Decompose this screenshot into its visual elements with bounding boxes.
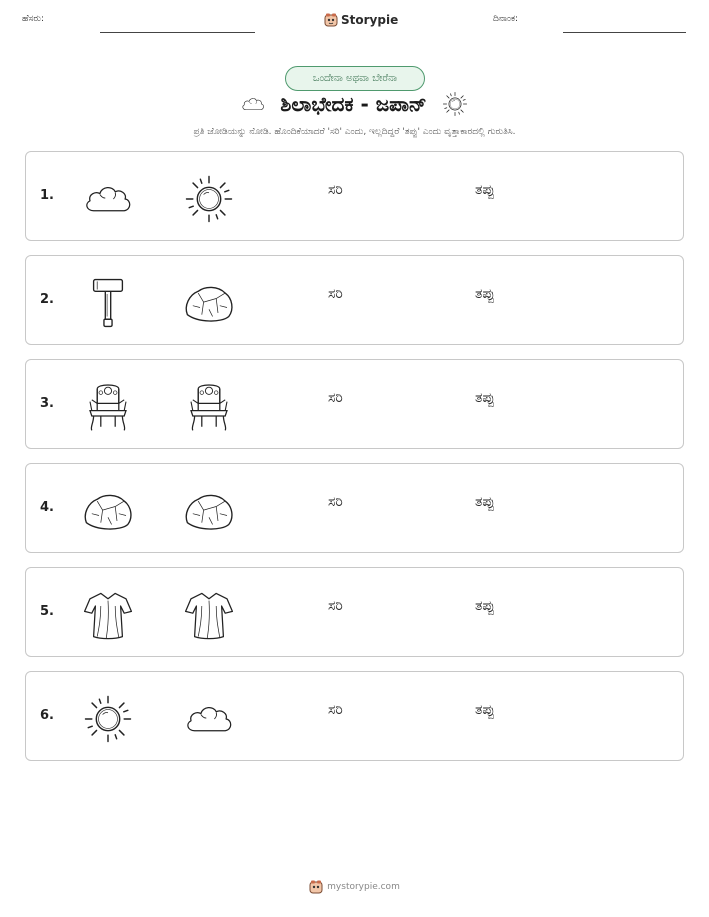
footer xyxy=(0,880,709,894)
storypie-mascot-icon xyxy=(324,13,338,27)
correct-option[interactable]: ಸರಿ xyxy=(328,494,343,510)
cloud-icon xyxy=(240,94,266,114)
title-text: ಶಿಲಾಭೇದಕ - ಜಪಾನ್ xyxy=(280,92,427,116)
wrong-option[interactable]: ತಪ್ಪು xyxy=(475,598,495,614)
worksheet-type-badge: ಒಂದೇನಾ ಅಥವಾ ಬೇರೆನಾ xyxy=(285,66,425,91)
question-card xyxy=(25,567,684,657)
date-label: ದಿನಾಂಕ: xyxy=(493,14,519,24)
question-number: 3. xyxy=(40,396,54,411)
cloud-icon xyxy=(182,692,236,746)
sun-icon xyxy=(182,172,236,226)
chair-icon xyxy=(81,380,135,434)
sun-icon xyxy=(441,90,469,118)
correct-option[interactable]: ಸರಿ xyxy=(328,286,343,302)
wrong-option[interactable]: ತಪ್ಪು xyxy=(475,182,495,198)
wrong-option[interactable]: ತಪ್ಪು xyxy=(475,390,495,406)
page-title xyxy=(0,90,709,119)
wrong-option[interactable]: ತಪ್ಪು xyxy=(475,286,495,302)
wrong-option[interactable]: ತಪ್ಪು xyxy=(475,702,495,718)
question-number: 1. xyxy=(40,188,54,203)
robe-icon xyxy=(81,588,135,642)
question-number: 4. xyxy=(40,500,54,515)
rock-icon xyxy=(182,276,236,330)
date-line[interactable] xyxy=(563,32,686,33)
cloud-icon xyxy=(81,172,135,226)
question-card xyxy=(25,463,684,553)
correct-option[interactable]: ಸರಿ xyxy=(328,598,343,614)
sun-icon xyxy=(81,692,135,746)
question-card xyxy=(25,255,684,345)
correct-option[interactable]: ಸರಿ xyxy=(328,702,343,718)
rock-icon xyxy=(81,484,135,538)
instructions: ಪ್ರತಿ ಜೋಡಿಯನ್ನು ನೋಡಿ. ಹೊಂದಿಕೆಯಾದರೆ 'ಸರಿ' ಎಂದು, ಇಲ್ಲದಿದ್ದರೆ 'ತಪ್ಪು' ಎಂದು ವೃತ್ತಾಕಾರದಲ್ಲಿ ಗುರುತಿಸಿ. xyxy=(193,127,516,137)
brand-name: Storypie xyxy=(341,13,399,27)
rock-icon xyxy=(182,484,236,538)
question-number: 5. xyxy=(40,604,54,619)
footer-url[interactable]: mystorypie.com xyxy=(327,882,400,892)
chair-icon xyxy=(182,380,236,434)
correct-option[interactable]: ಸರಿ xyxy=(328,390,343,406)
question-card xyxy=(25,671,684,761)
brand-logo xyxy=(324,13,398,27)
question-number: 6. xyxy=(40,708,54,723)
robe-icon xyxy=(182,588,236,642)
question-number: 2. xyxy=(40,292,54,307)
question-card xyxy=(25,359,684,449)
storypie-mascot-icon xyxy=(309,880,323,894)
correct-option[interactable]: ಸರಿ xyxy=(328,182,343,198)
name-line[interactable] xyxy=(100,32,255,33)
name-label: ಹೆಸರು: xyxy=(22,14,45,24)
question-card xyxy=(25,151,684,241)
wrong-option[interactable]: ತಪ್ಪು xyxy=(475,494,495,510)
hammer-icon xyxy=(81,276,135,330)
